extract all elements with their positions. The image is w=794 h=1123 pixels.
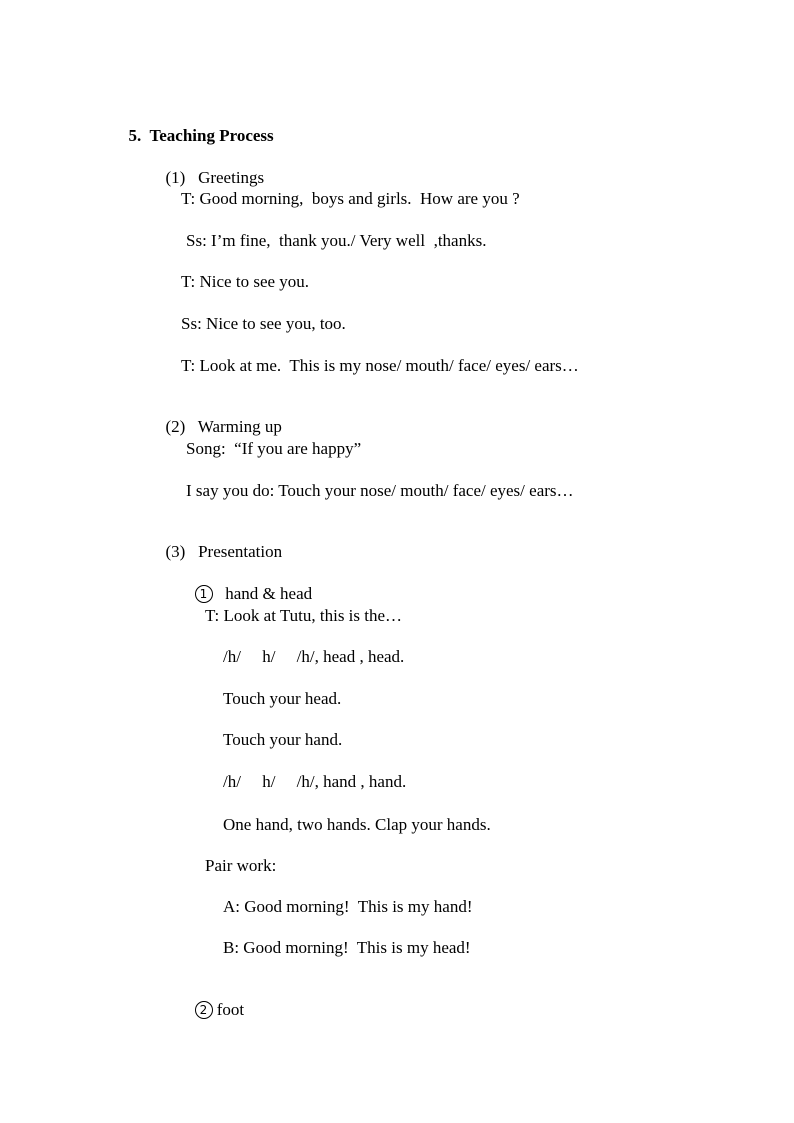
dialogue-line-b: B: Good morning! This is my head! — [223, 938, 471, 957]
item1-line-4: /h/ h/ /h/, hand , hand. — [223, 772, 407, 791]
presentation-item-2 — [186, 980, 244, 1020]
circled-number-one: 1 — [195, 585, 213, 603]
item1-intro: T: Look at Tutu, this is the… — [205, 606, 403, 625]
subsection-label: (3) — [165, 542, 186, 561]
item-title: hand & head — [225, 584, 313, 603]
subsection-label: (2) — [165, 417, 186, 436]
subsection-label: (1) — [165, 168, 186, 187]
subsection-title: Warming up — [197, 417, 282, 436]
warming-up-line-2: I say you do: Touch your nose/ mouth/ face/ eyes/ ears… — [186, 481, 574, 500]
item-title: foot — [216, 1000, 245, 1019]
greetings-line-3: T: Nice to see you. — [181, 272, 310, 291]
item1-line-5: One hand, two hands. Clap your hands. — [223, 815, 491, 834]
greetings-line-5: T: Look at me. This is my nose/ mouth/ face/ eyes/ ears… — [181, 356, 579, 375]
greetings-line-1: T: Good morning, boys and girls. How are you ? — [181, 189, 520, 208]
greetings-line-2: Ss: I’m fine, thank you./ Very well ,thanks. — [186, 231, 487, 250]
subsection-warming-up — [157, 397, 282, 437]
pair-work-label: Pair work: — [205, 856, 277, 875]
warming-up-line-1: Song: “If you are happy” — [186, 439, 362, 458]
circled-number-two: 2 — [195, 1001, 213, 1019]
section-title: Teaching Process — [149, 126, 274, 145]
dialogue-line-a: A: Good morning! This is my hand! — [223, 897, 473, 916]
subsection-presentation — [157, 522, 282, 562]
section-number: 5. — [128, 126, 142, 145]
item1-line-1: /h/ h/ /h/, head , head. — [223, 647, 405, 666]
presentation-item-1 — [186, 564, 312, 604]
subsection-greetings — [157, 148, 264, 188]
subsection-title: Greetings — [198, 168, 265, 187]
subsection-title: Presentation — [198, 542, 283, 561]
section-heading — [120, 106, 274, 146]
item1-line-3: Touch your hand. — [223, 730, 343, 749]
greetings-line-4: Ss: Nice to see you, too. — [181, 314, 346, 333]
item1-line-2: Touch your head. — [223, 689, 342, 708]
